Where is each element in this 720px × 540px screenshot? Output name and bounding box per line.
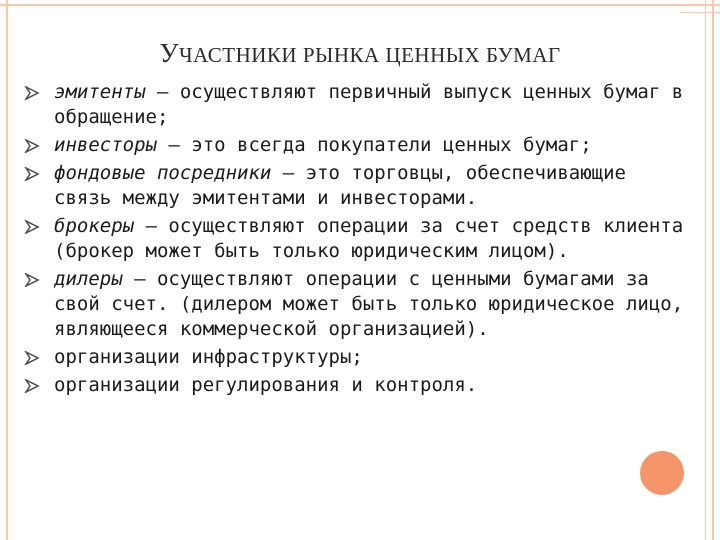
frame-right-inner-border — [705, 0, 706, 540]
frame-left-border — [6, 0, 8, 540]
list-item-text: — это всегда покупатели ценных бумаг; — [156, 134, 592, 156]
list-item-term: дилеры — [54, 268, 123, 290]
arrow-bullet-icon — [24, 379, 40, 393]
list-item — [24, 80, 684, 130]
list-item-term: инвесторы — [54, 134, 157, 156]
list-item — [24, 161, 684, 211]
list-item-text: организации регулирования и контроля. — [54, 374, 478, 396]
arrow-bullet-icon — [24, 220, 40, 234]
list-item-text: — это торговцы, обеспечивающие связь между эмитентами и инвесторами. — [54, 162, 626, 209]
frame-right-border — [712, 0, 714, 540]
list-item-term: фондовые посредники — [54, 162, 272, 184]
arrow-bullet-icon — [24, 139, 40, 153]
list-item — [24, 133, 684, 158]
list-item — [24, 267, 684, 342]
list-item-term: эмитенты — [54, 81, 146, 103]
slide-title-rest: ЧАСТНИКИ РЫНКА ЦЕННЫХ БУМАГ — [178, 43, 561, 67]
decorative-orange-circle — [640, 451, 684, 495]
slide-title — [0, 38, 720, 69]
list-item-text: организации инфраструктуры; — [54, 346, 363, 368]
frame-top-border — [0, 4, 720, 6]
list-item — [24, 373, 684, 398]
list-item — [24, 214, 684, 264]
arrow-bullet-icon — [24, 351, 40, 365]
arrow-bullet-icon — [24, 273, 40, 287]
frame-top-inner-border — [680, 12, 720, 13]
slide-title-initial: У — [159, 38, 179, 68]
list-item — [24, 345, 684, 370]
arrow-bullet-icon — [24, 167, 40, 181]
list-item-term: брокеры — [54, 215, 135, 237]
arrow-bullet-icon — [24, 86, 40, 100]
list-item-text: — осуществляют операции за счет средств клиента (брокер может быть только юридическим лицом). — [54, 215, 684, 262]
participants-list — [24, 80, 684, 401]
list-item-text: — осуществляют операции с ценными бумагами за свой счет. (дилером может быть только юридическое лицо, являющееся коммерческой организацией). — [54, 268, 684, 340]
list-item-text: — осуществляют первичный выпуск ценных бумаг в обращение; — [54, 81, 684, 128]
